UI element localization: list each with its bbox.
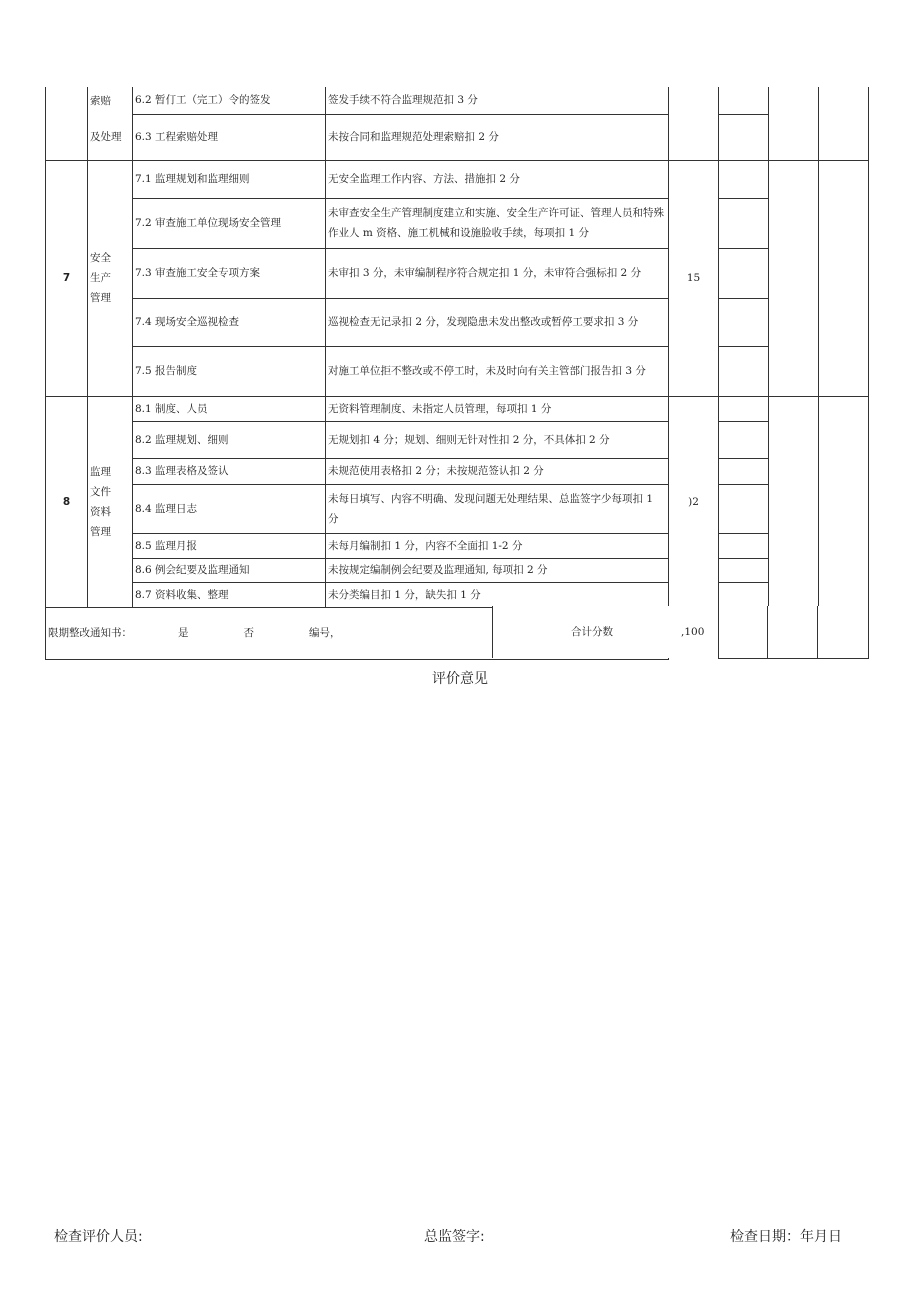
score-input-7-4[interactable] [719,298,769,346]
score-input-8-2[interactable] [719,421,769,458]
table-row [46,87,869,114]
table-row [46,558,869,582]
item-7-3: 7.3 审查施工安全专项方案 [133,248,326,298]
score-input-8-1[interactable] [719,396,769,421]
score-input-8-3[interactable] [719,458,769,484]
score-input-8-7[interactable] [719,582,769,607]
item-8-1: 8.1 制度、人员 [133,396,326,421]
item-8-3: 8.3 监理表格及签认 [133,458,326,484]
criterion-7-4: 巡视检查无记录扣 2 分，发现隐患未发出整改或暂停工要求扣 3 分 [326,298,669,346]
criterion-7-3: 未审扣 3 分，未审编制程序符合规定扣 1 分，未审符合强标扣 2 分 [326,248,669,298]
table-row [46,198,869,248]
section-7-blank-a [769,160,819,396]
table-row [46,458,869,484]
score-input-8-4[interactable] [719,484,769,533]
section-8-category [88,396,133,607]
total-score-block [492,606,719,658]
criterion-8-1: 无资料管理制度、未指定人员管理，每项扣 1 分 [326,396,669,421]
inspector-signature-label: 检查评价人员: [54,1229,143,1245]
total-score-input-2[interactable] [767,606,818,659]
criterion-7-2: 未审查安全生产管理制度建立和实施、安全生产许可证、管理人员和特殊作业人 m 资格、施工机械和设施脸收手续，每项扣 1 分 [326,198,669,248]
section-6-blank-b [819,87,869,160]
total-score-input-3[interactable] [817,606,869,659]
criterion-7-1: 无安全监理工作内容、方法、措施扣 2 分 [326,160,669,198]
total-score-input-1[interactable] [718,606,768,659]
criterion-6-2: 签发手续不符合监理规范扣 3 分 [326,87,669,114]
item-8-7: 8.7 资料收集、整理 [133,582,326,607]
section-8-category-line-2: 文件 [90,485,111,498]
evaluation-opinion-heading: 评价意见 [432,671,488,687]
section-6-score-cell [669,87,719,160]
item-8-5: 8.5 监理月报 [133,533,326,558]
table-row [46,582,869,607]
score-input-7-5[interactable] [719,346,769,396]
criterion-8-3: 未规范使用表格扣 2 分；未按规范签认扣 2 分 [326,458,669,484]
section-8-blank-b [819,396,869,607]
item-8-6: 8.6 例会纪要及监理通知 [133,558,326,582]
score-input-7-2[interactable] [719,198,769,248]
item-7-4: 7.4 现场安全巡视检查 [133,298,326,346]
criterion-7-5: 对施工单位拒不整改或不停工时，未及时向有关主管部门报告扣 3 分 [326,346,669,396]
score-input-8-6[interactable] [719,558,769,582]
section-6-blank-a [769,87,819,160]
total-score-label: 合计分数 [571,626,613,638]
rectification-notice-label: 限期整改通知书： [48,627,132,639]
section-7-category-line-1: 安全 [90,252,111,264]
section-8-number: 8 [46,396,88,607]
section-7-category-line-3: 管理 [90,292,111,304]
item-7-1: 7.1 监理规划和监理细则 [133,160,326,198]
score-input-8-5[interactable] [719,533,769,558]
score-input-7-3[interactable] [719,248,769,298]
table-row [46,396,869,421]
section-6-category-bottom: 及处理 [88,114,133,160]
item-7-2: 7.2 审查施工单位现场安全管理 [133,198,326,248]
criterion-8-7: 未分类编目扣 1 分，缺失扣 1 分 [326,582,669,607]
score-input-6-3[interactable] [719,114,769,160]
item-6-2: 6.2 暂仃工（完工）令的签发 [133,87,326,114]
score-input-6-2[interactable] [719,87,769,114]
total-score-value: ,100 [681,626,705,638]
section-8-blank-a [769,396,819,607]
criterion-8-2: 无规划扣 4 分；规划、细则无针对性扣 2 分，不具体扣 2 分 [326,421,669,458]
section-8-score: )2 [669,396,719,607]
inspection-date-label: 检查日期：年月日 [730,1229,842,1245]
table-row [46,298,869,346]
section-6-category-top: 索赔 [88,87,133,114]
table-row [46,421,869,458]
section-7-score: 15 [669,160,719,396]
criterion-8-4: 未每日填写、内容不明确、发现问题无处理结果、总监签字少每项扣 1 分 [326,484,669,533]
table-row [46,248,869,298]
section-8-category-line-3: 资料 [90,505,111,518]
evaluation-table [45,87,869,660]
rectification-no-option[interactable]: 否 [243,627,254,639]
table-row [46,533,869,558]
criterion-8-5: 未每月编制扣 1 分，内容不全面扣 1-2 分 [326,533,669,558]
item-7-5: 7.5 报告制度 [133,346,326,396]
section-8-category-line-1: 监理 [90,465,111,478]
item-8-2: 8.2 监理规划、细则 [133,421,326,458]
rectification-yes-option[interactable]: 是 [178,627,189,639]
section-8-category-line-4: 管理 [90,525,111,538]
item-8-4: 8.4 监理日志 [133,484,326,533]
section-6-number-cell [46,87,88,160]
section-7-category-line-2: 生产 [90,272,111,284]
notice-number-label: 编号， [309,627,341,639]
criterion-6-3: 未按合同和监理规范处理索赔扣 2 分 [326,114,669,160]
table-row [46,484,869,533]
section-7-blank-b [819,160,869,396]
table-row [46,346,869,396]
item-6-3: 6.3 工程索赔处理 [133,114,326,160]
section-7-number: 7 [46,160,88,396]
score-input-7-1[interactable] [719,160,769,198]
table-row [46,114,869,160]
director-signature-label: 总监签字: [424,1229,485,1245]
table-row [46,160,869,198]
criterion-8-6: 未按规定编制例会纪要及监理通知, 每项扣 2 分 [326,558,669,582]
section-7-category [88,160,133,396]
